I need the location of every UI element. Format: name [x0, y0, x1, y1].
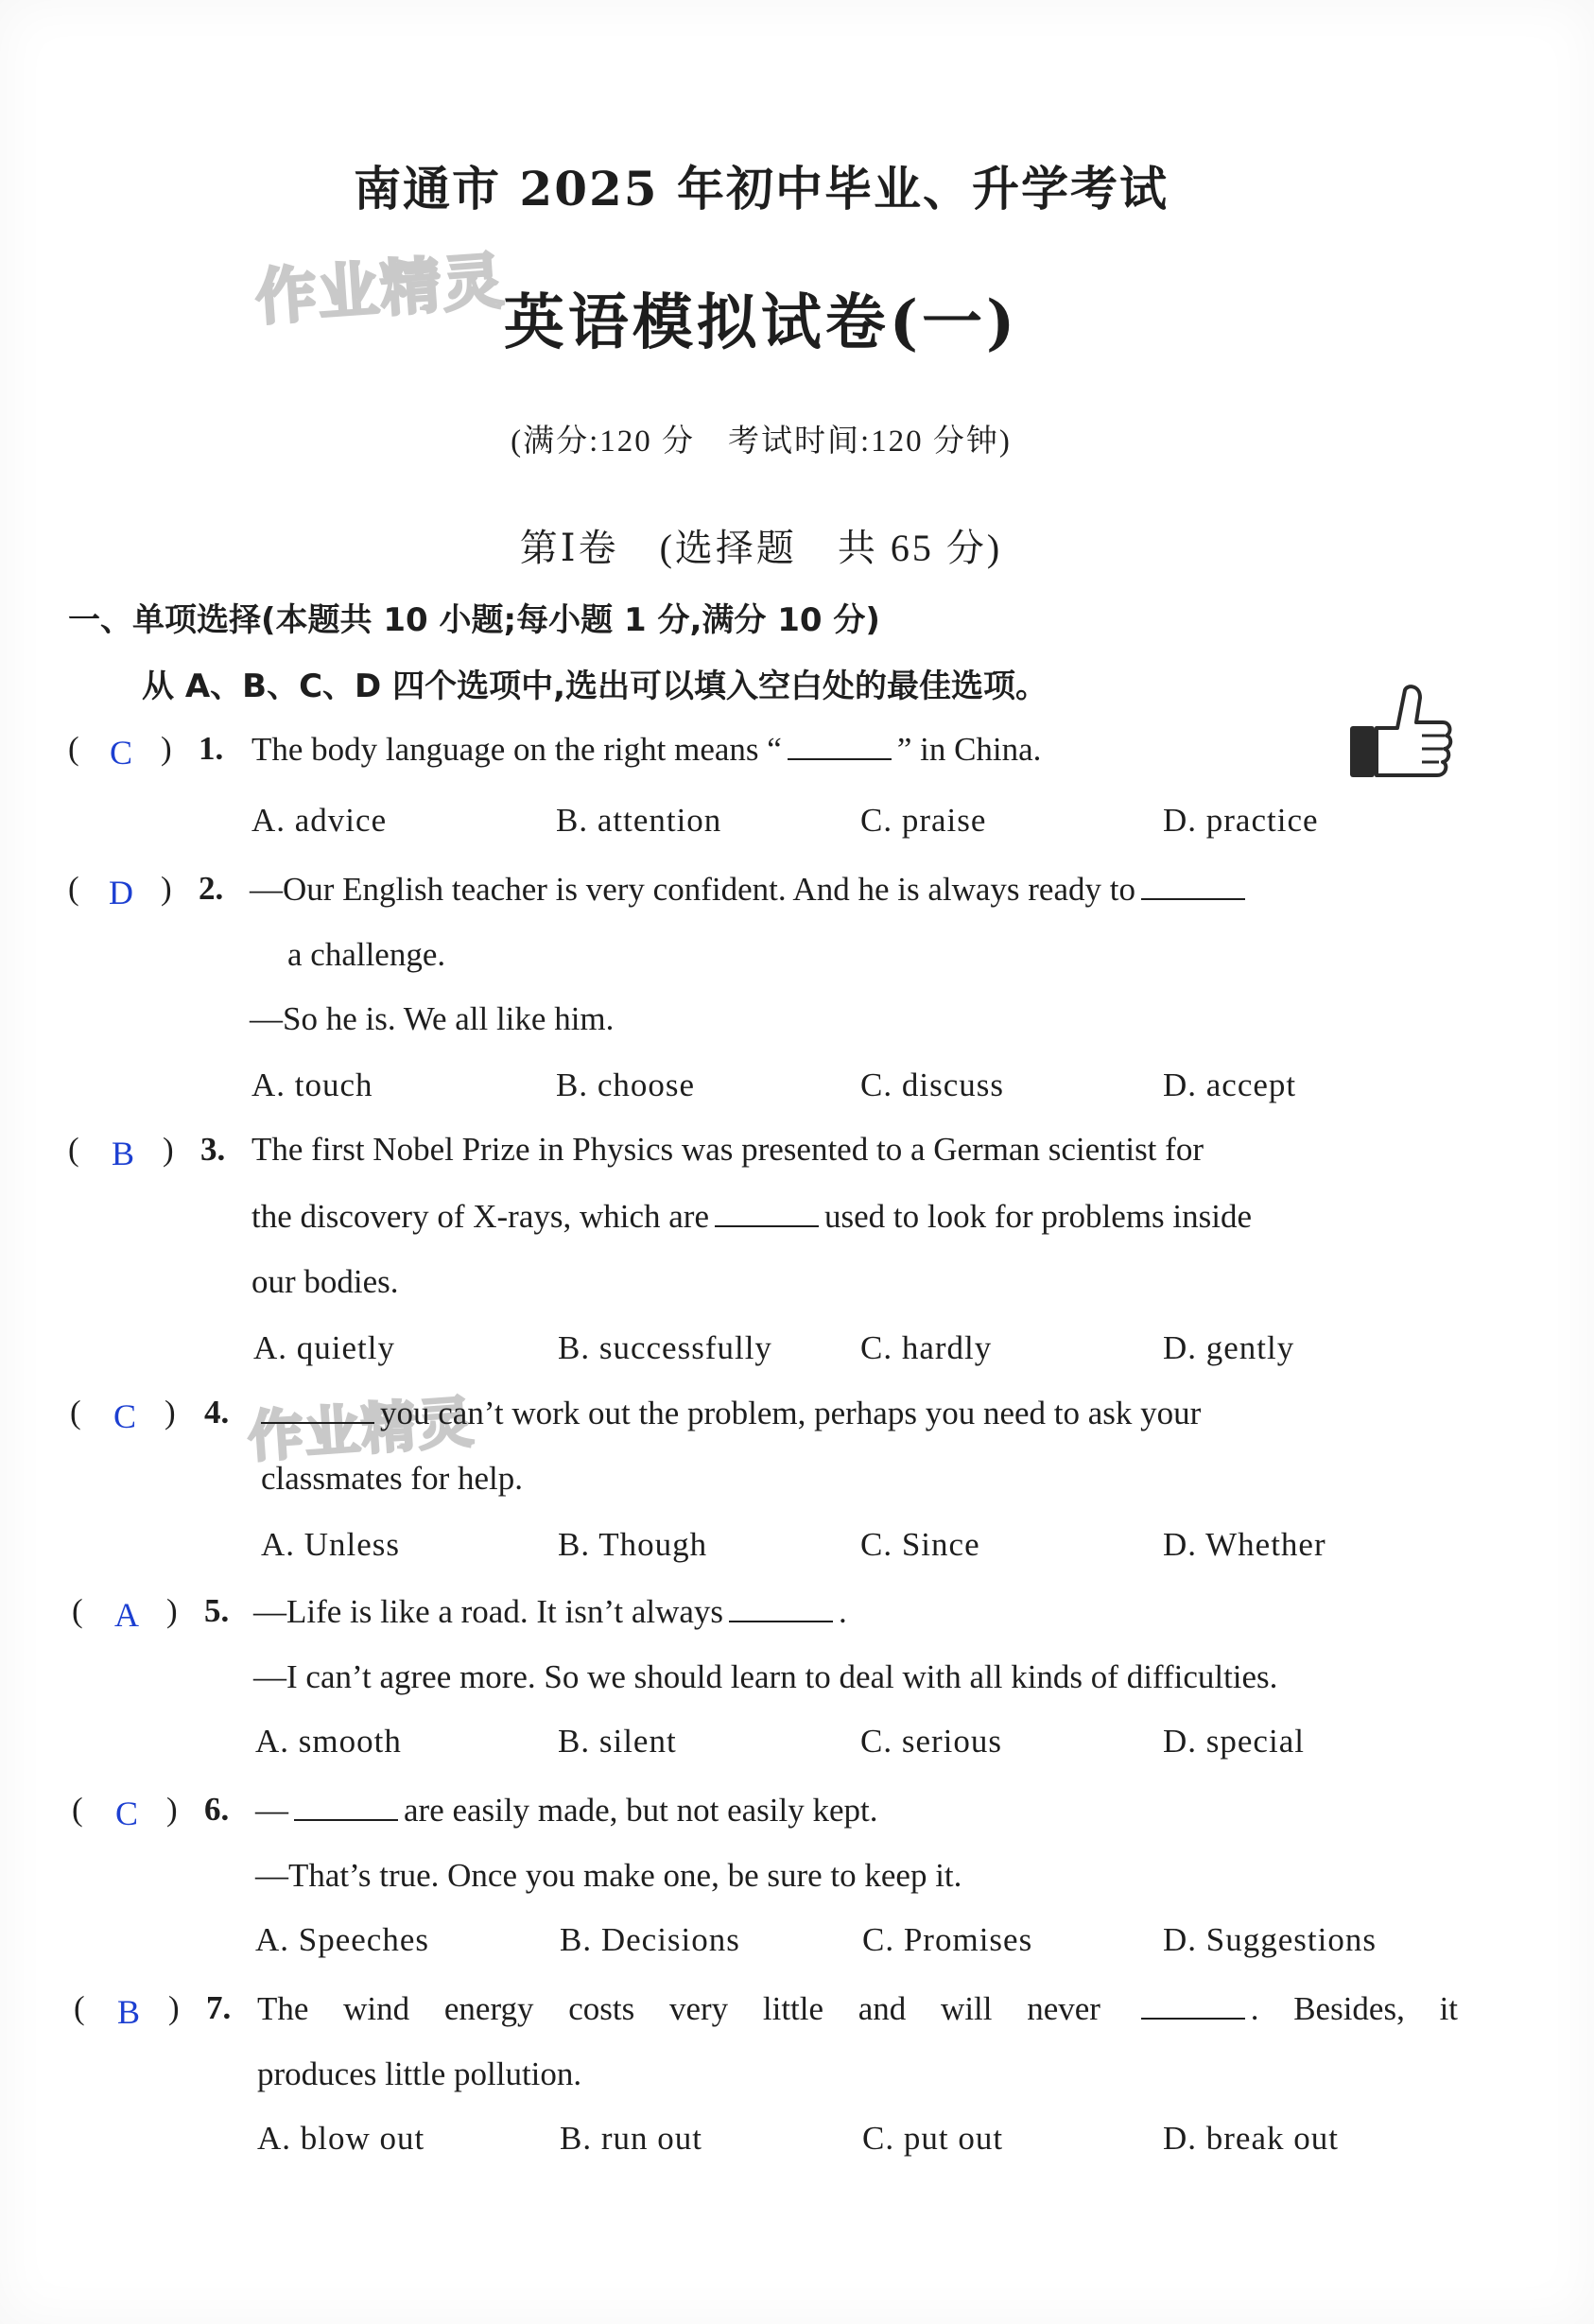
- question-text: produces little pollution.: [257, 2055, 582, 2092]
- option-c: C. discuss: [860, 1067, 1004, 1103]
- answer-blank: [788, 730, 892, 760]
- answer-blank: [1141, 1989, 1245, 2020]
- option-d: D. Whether: [1163, 1526, 1326, 1563]
- answer-blank: [715, 1197, 819, 1227]
- option-a: A. quietly: [253, 1329, 395, 1366]
- question-text: the discovery of X-rays, which are used to look for problems inside: [251, 1198, 1253, 1235]
- option-d: D. break out: [1163, 2120, 1339, 2157]
- question-text: The first Nobel Prize in Physics was presented to a German scientist for: [251, 1131, 1204, 1168]
- section-instruction: 从 A、B、C、D 四个选项中,选出可以填入空白处的最佳选项。: [142, 668, 1048, 705]
- question-number: 5.: [204, 1592, 230, 1629]
- question-text: classmates for help.: [261, 1460, 523, 1497]
- watermark: 作业精灵: [246, 1389, 477, 1470]
- question-text: —That’s true. Once you make one, be sure to keep it.: [255, 1857, 962, 1894]
- option-b: B. silent: [558, 1723, 677, 1760]
- option-c: C. serious: [860, 1723, 1002, 1760]
- section-heading: 一、单项选择(本题共 10 小题;每小题 1 分,满分 10 分): [68, 601, 880, 639]
- option-b: B. Though: [558, 1526, 708, 1563]
- question-number: 2.: [199, 870, 224, 907]
- question-number: 1.: [199, 730, 224, 767]
- question-text: —Our English teacher is very confident. And he is always ready to: [250, 870, 1251, 909]
- option-d: D. Suggestions: [1163, 1921, 1377, 1958]
- answer-1: C: [109, 734, 132, 772]
- question-text: —I can’t agree more. So we should learn to deal with all kinds of difficulties.: [253, 1658, 1278, 1695]
- answer-7: B: [116, 1993, 140, 2031]
- option-a: A. Speeches: [255, 1921, 430, 1958]
- option-c: C. Promises: [862, 1921, 1033, 1958]
- question-number: 6.: [204, 1791, 230, 1828]
- option-b: B. choose: [556, 1067, 696, 1103]
- option-c: C. praise: [860, 802, 987, 839]
- question-text: The body language on the right means “ ” in China.: [251, 731, 1042, 768]
- option-d: D. special: [1163, 1723, 1305, 1760]
- option-c: C. put out: [862, 2120, 1004, 2157]
- question-text: you can’t work out the problem, perhaps you need to ask your: [255, 1394, 1201, 1432]
- answer-blank: [729, 1592, 833, 1622]
- option-c: C. Since: [860, 1526, 980, 1563]
- option-b: B. Decisions: [560, 1921, 740, 1958]
- answer-3: B: [111, 1135, 134, 1172]
- exam-title-line1: 南通市 2025 年初中毕业、升学考试: [354, 161, 1169, 217]
- answer-blank: [294, 1791, 398, 1821]
- exam-page: 作业精灵 作业精灵 南通市 2025 年初中毕业、升学考试 英语模拟试卷(一) (满分:120 分 考试时间:120 分钟) 第Ⅰ卷 (选择题 共 65 分) 一、单项选择(本题共 10 小题;每小题 1 分,满分 10 分) 从 A、B、C、D 四个选项中,选出可以填入空白处的最佳选项。 ( C ) 1. The body language on the right means “ ” in China. A. advice B. attention C. praise D. practice ( D ) 2. —Our English teacher is very confident. And he is always ready to a challenge. —So he is. We all like him. A. touch B. choose C. discuss D. accept ( B ) 3. The first Nobel Prize in Physics was presented to a German scientist for the discovery of X-rays, which are used to look for problems inside our bodies. A. quietly B. successfully C. hardly D. gently ( C ) 4. you can’t work out the problem, perhaps you need to ask your classmates for help. A. Unless B. Though C. Since D. Whether ( A ) 5. —Life is like a road. It isn’t always . —I can’t agree more. So we should learn to deal with all kinds of difficulties. A. smooth B. silent C. serious D. special ( C ) 6. — are easily made, but not easily kept. —That’s true. Once you make one, be sure to keep it. A. Speeches B. Decisions C. Promises D. Suggestions ( B ) 7. The wind energy costs very little and will never . Besides, it produces little pollution. A. blow out B. run out C. put out D. break out: [0, 0, 1594, 2324]
- option-a: A. touch: [251, 1067, 373, 1103]
- option-c: C. hardly: [860, 1329, 993, 1366]
- watermark: 作业精灵: [253, 246, 508, 335]
- option-d: D. practice: [1163, 802, 1319, 839]
- question-text: The wind energy costs very little and will never . Besides, it: [257, 1990, 1459, 2027]
- answer-blank: [1141, 870, 1245, 900]
- question-number: 3.: [200, 1131, 226, 1168]
- question-text: our bodies.: [251, 1263, 399, 1300]
- option-a: A. advice: [251, 802, 388, 839]
- part-title: 第Ⅰ卷 (选择题 共 65 分): [519, 527, 1003, 569]
- answer-blank: [261, 1394, 374, 1424]
- option-d: D. gently: [1163, 1329, 1295, 1366]
- option-b: B. run out: [560, 2120, 702, 2157]
- question-text: a challenge.: [287, 936, 446, 973]
- answer-4: C: [113, 1397, 136, 1435]
- thumbs-up-icon: [1343, 681, 1456, 789]
- exam-subtitle: (满分:120 分 考试时间:120 分钟): [511, 425, 1012, 459]
- question-text: —Life is like a road. It isn’t always .: [253, 1593, 847, 1630]
- answer-2: D: [109, 874, 133, 911]
- exam-title-line2: 英语模拟试卷(一): [503, 287, 1019, 358]
- option-a: A. smooth: [255, 1723, 402, 1760]
- question-text: — are easily made, but not easily kept.: [255, 1792, 878, 1829]
- option-b: B. attention: [556, 802, 722, 839]
- answer-6: C: [114, 1795, 138, 1832]
- option-a: A. blow out: [257, 2120, 425, 2157]
- question-text: —So he is. We all like him.: [250, 1000, 615, 1037]
- option-a: A. Unless: [261, 1526, 401, 1563]
- question-number: 4.: [204, 1394, 230, 1431]
- question-number: 7.: [206, 1989, 232, 2026]
- answer-5: A: [114, 1596, 139, 1634]
- option-b: B. successfully: [558, 1329, 772, 1366]
- option-d: D. accept: [1163, 1067, 1297, 1103]
